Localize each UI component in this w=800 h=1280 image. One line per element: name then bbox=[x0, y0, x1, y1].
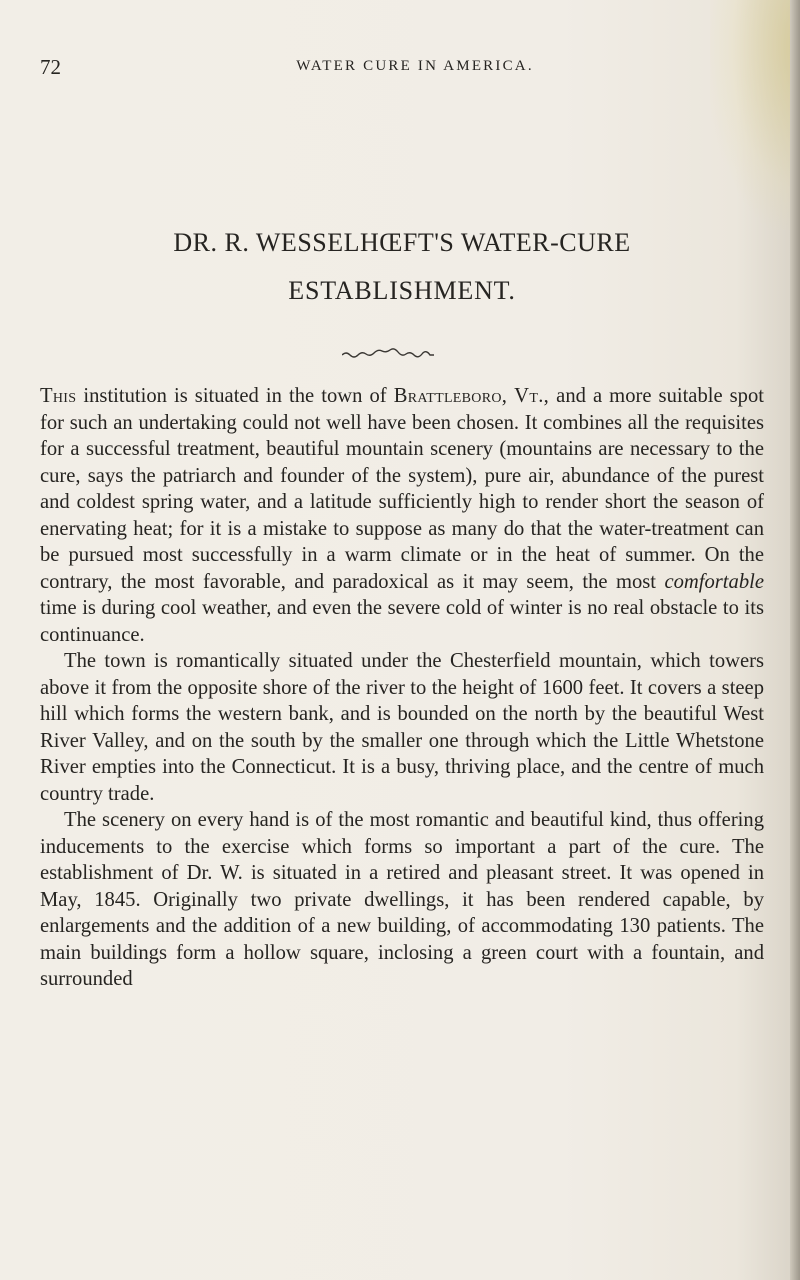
page-edge bbox=[790, 0, 800, 1280]
paragraph-1-text-a: institution is situated in the town of bbox=[76, 385, 394, 407]
paragraph-3: The scenery on every hand is of the most romantic and beautiful kind, thus offering inducements to the exercise which forms so important a part of the cure. The establishment of Dr. W. is situated in a retired and pleasant street. It was opened in May, 1845. Originally two private dwellings, it has been rendered capable, by enlargements and the addition of a new building, of accommodating 130 patients. The main buildings form a hollow square, inclosing a green court with a fountain, and surrounded bbox=[40, 809, 764, 990]
paper-stain bbox=[710, 0, 800, 230]
paragraph-1 bbox=[40, 383, 764, 648]
paragraph-1-text-c: time is during cool weather, and even the severe cold of winter is no real obstacle to its continuance. bbox=[40, 597, 764, 646]
paragraph-1-text-b: and a more suitable spot for such an undertaking could not well have been chosen. It combines all the requisites for a successful treatment, beautiful mountain scenery (mountains are necessary to the cure, says the patriarch and founder of the system), pure air, abundance of the purest and coldest spring water, and a latitude sufficiently high to render short the season of enervating heat; for it is a mistake to suppose as many do that the water-treatment can be pursued most successfully in a warm climate or in the heat of summer. On the contrary, the most favorable, and paradoxical as it may seem, the most bbox=[40, 385, 764, 593]
wavy-rule-ornament-icon bbox=[342, 346, 434, 362]
chapter-title-line-2: ESTABLISHMENT. bbox=[288, 276, 516, 305]
paragraph-1-lead: This bbox=[40, 385, 77, 407]
place-name: Brattleboro, Vt., bbox=[393, 385, 550, 407]
body-text bbox=[40, 383, 764, 993]
running-head: WATER CURE IN AMERICA. bbox=[296, 58, 534, 74]
chapter-title-line-1: DR. R. WESSELHŒFT'S WATER-CURE bbox=[173, 228, 631, 257]
page-number: 72 bbox=[40, 55, 61, 79]
paragraph-2: The town is romantically situated under the Chesterfield mountain, which towers above it from the opposite shore of the river to the height of 1600 feet. It covers a steep hill which forms the western bank, and is bounded on the north by the beautiful West River Valley, and on the south by the smaller one through which the Little Whetstone River empties into the Connecticut. It is a busy, thriving place, and the centre of much country trade. bbox=[40, 650, 764, 805]
emphasis-word: comfortable bbox=[664, 570, 764, 593]
